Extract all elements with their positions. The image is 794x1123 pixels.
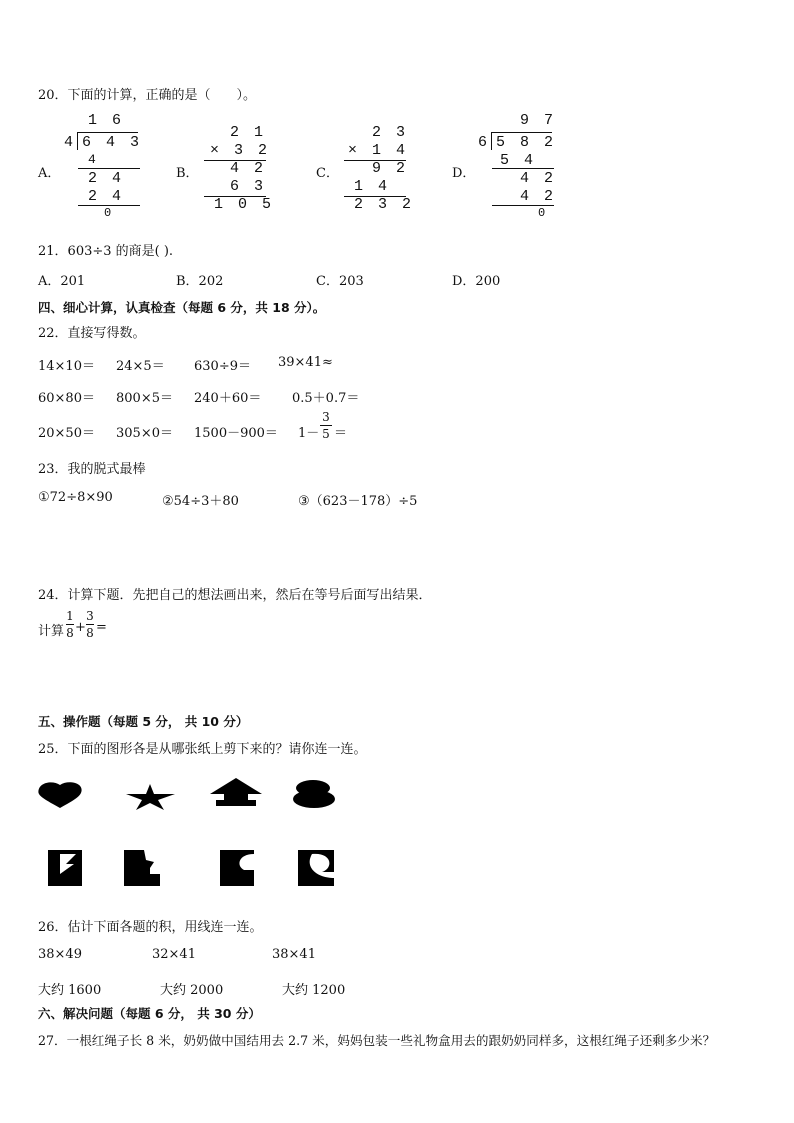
q22-item: 0.5＋0.7＝ (292, 391, 360, 406)
q22-item-fraction-prefix: 1－ (298, 426, 320, 441)
q23-item-2: ②54÷3＋80 (162, 494, 239, 509)
q26-stem: 26．估计下面各题的积，用线连一连。 (38, 920, 263, 935)
q21-option-d: D．200 (452, 274, 501, 289)
b-multiplicand: 2 1 (230, 124, 267, 141)
q20-option-b-label: B． (176, 166, 199, 181)
fraction-numerator: 3 (322, 410, 330, 424)
q26-expr: 38×41 (272, 947, 316, 962)
a-step3: 2 4 (88, 188, 125, 205)
q22-item: 240＋60＝ (194, 391, 262, 406)
q24-fraction-2 (86, 610, 94, 639)
d-quotient: 9 7 (520, 112, 557, 129)
fraction-numerator: 3 (86, 609, 94, 623)
q22-item: 24×5＝ (116, 359, 165, 374)
q20-option-c-label: C． (316, 166, 339, 181)
a-quotient: 1 6 (88, 112, 125, 129)
q23-item-1: ①72÷8×90 (38, 490, 113, 505)
q22-item: 39×41≈ (278, 355, 333, 370)
d-divisor: 6 (478, 134, 491, 151)
q26-estimate: 大约 1600 (38, 983, 102, 998)
q24-fraction-1 (66, 610, 74, 639)
d-step3: 4 2 (520, 188, 557, 205)
c-partial2: 1 4 (354, 178, 391, 195)
q26-expr: 38×49 (38, 947, 82, 962)
c-multiplicand: 2 3 (372, 124, 409, 141)
d-dividend: 5 8 2 (496, 134, 557, 151)
c-multiplier: × 1 4 (348, 142, 409, 159)
q22-fraction-equals: ＝ (334, 426, 348, 441)
q20-option-d-label: D． (452, 166, 476, 181)
fraction-denominator: 8 (86, 626, 94, 640)
b-partial1: 4 2 (230, 160, 267, 177)
paper-cut-1 (48, 850, 82, 886)
q21-stem: 21．603÷3 的商是( ). (38, 244, 174, 259)
fraction-numerator: 1 (66, 609, 74, 623)
q21-option-c: C．203 (316, 274, 364, 289)
a-remainder: 0 (104, 206, 115, 220)
paper-cut-4 (298, 850, 334, 886)
q23-item-3: ③（623－178）÷5 (298, 494, 418, 509)
q24-plus: + (75, 620, 86, 635)
a-divisor: 4 (64, 134, 77, 151)
q24-prefix: 计算 (38, 624, 65, 639)
q20-option-a-label: A． (38, 166, 61, 181)
q22-stem: 22．直接写得数。 (38, 326, 146, 341)
q25-stem: 25．下面的图形各是从哪张纸上剪下来的？请你连一连。 (38, 742, 367, 757)
a-step2: 2 4 (88, 170, 125, 187)
q22-item: 1500－900＝ (194, 426, 278, 441)
d-step2: 4 2 (520, 170, 557, 187)
q21-option-a: A．201 (38, 274, 86, 289)
paper-cut-2 (124, 850, 160, 886)
q22-item: 800×5＝ (116, 391, 173, 406)
q22-item: 60×80＝ (38, 391, 95, 406)
q26-estimate: 大约 2000 (160, 983, 224, 998)
q26-expr: 32×41 (152, 947, 196, 962)
snowman-shape (293, 780, 335, 808)
q24-stem: 24．计算下题．先把自己的想法画出来，然后在等号后面写出结果． (38, 588, 432, 603)
heart-shape (38, 782, 81, 808)
section-5-heading: 五、操作题（每题 5 分， 共 10 分） (38, 714, 249, 729)
q22-item: 305×0＝ (116, 426, 173, 441)
b-partial2: 6 3 (230, 178, 267, 195)
fraction-denominator: 8 (66, 626, 74, 640)
star-shape (126, 784, 175, 810)
b-product: 1 0 5 (214, 196, 275, 213)
c-product: 2 3 2 (354, 196, 415, 213)
q22-fraction (320, 411, 332, 440)
q22-item: 14×10＝ (38, 359, 95, 374)
q23-stem: 23．我的脱式最棒 (38, 462, 146, 477)
b-multiplier: × 3 2 (210, 142, 271, 159)
q22-item: 20×50＝ (38, 426, 95, 441)
q26-estimate: 大约 1200 (282, 983, 346, 998)
q27-stem: 27．一根红绳子长 8 米，奶奶做中国结用去 2.7 米，妈妈包装一些礼物盒用去的跟奶奶同样多，这根红绳子还剩多少米？ (38, 1033, 716, 1048)
c-partial1: 9 2 (372, 160, 409, 177)
d-step1: 5 4 (500, 152, 537, 169)
section-6-heading: 六、解决问题（每题 6 分， 共 30 分） (38, 1006, 261, 1021)
arrow-shape (210, 778, 262, 806)
q21-option-b: B．202 (176, 274, 224, 289)
fraction-denominator: 5 (322, 427, 330, 441)
q25-figures (0, 770, 794, 930)
section-4-heading: 四、细心计算，认真检查（每题 6 分，共 18 分）。 (38, 300, 326, 315)
a-dividend: 6 4 3 (82, 134, 143, 151)
q24-equals: = (96, 620, 107, 635)
a-step1: 4 (88, 152, 99, 167)
q22-item: 630÷9＝ (194, 359, 251, 374)
q20-stem: 20．下面的计算，正确的是（ ）。 (38, 88, 257, 103)
d-remainder: 0 (538, 206, 549, 220)
paper-cut-3 (220, 850, 254, 886)
